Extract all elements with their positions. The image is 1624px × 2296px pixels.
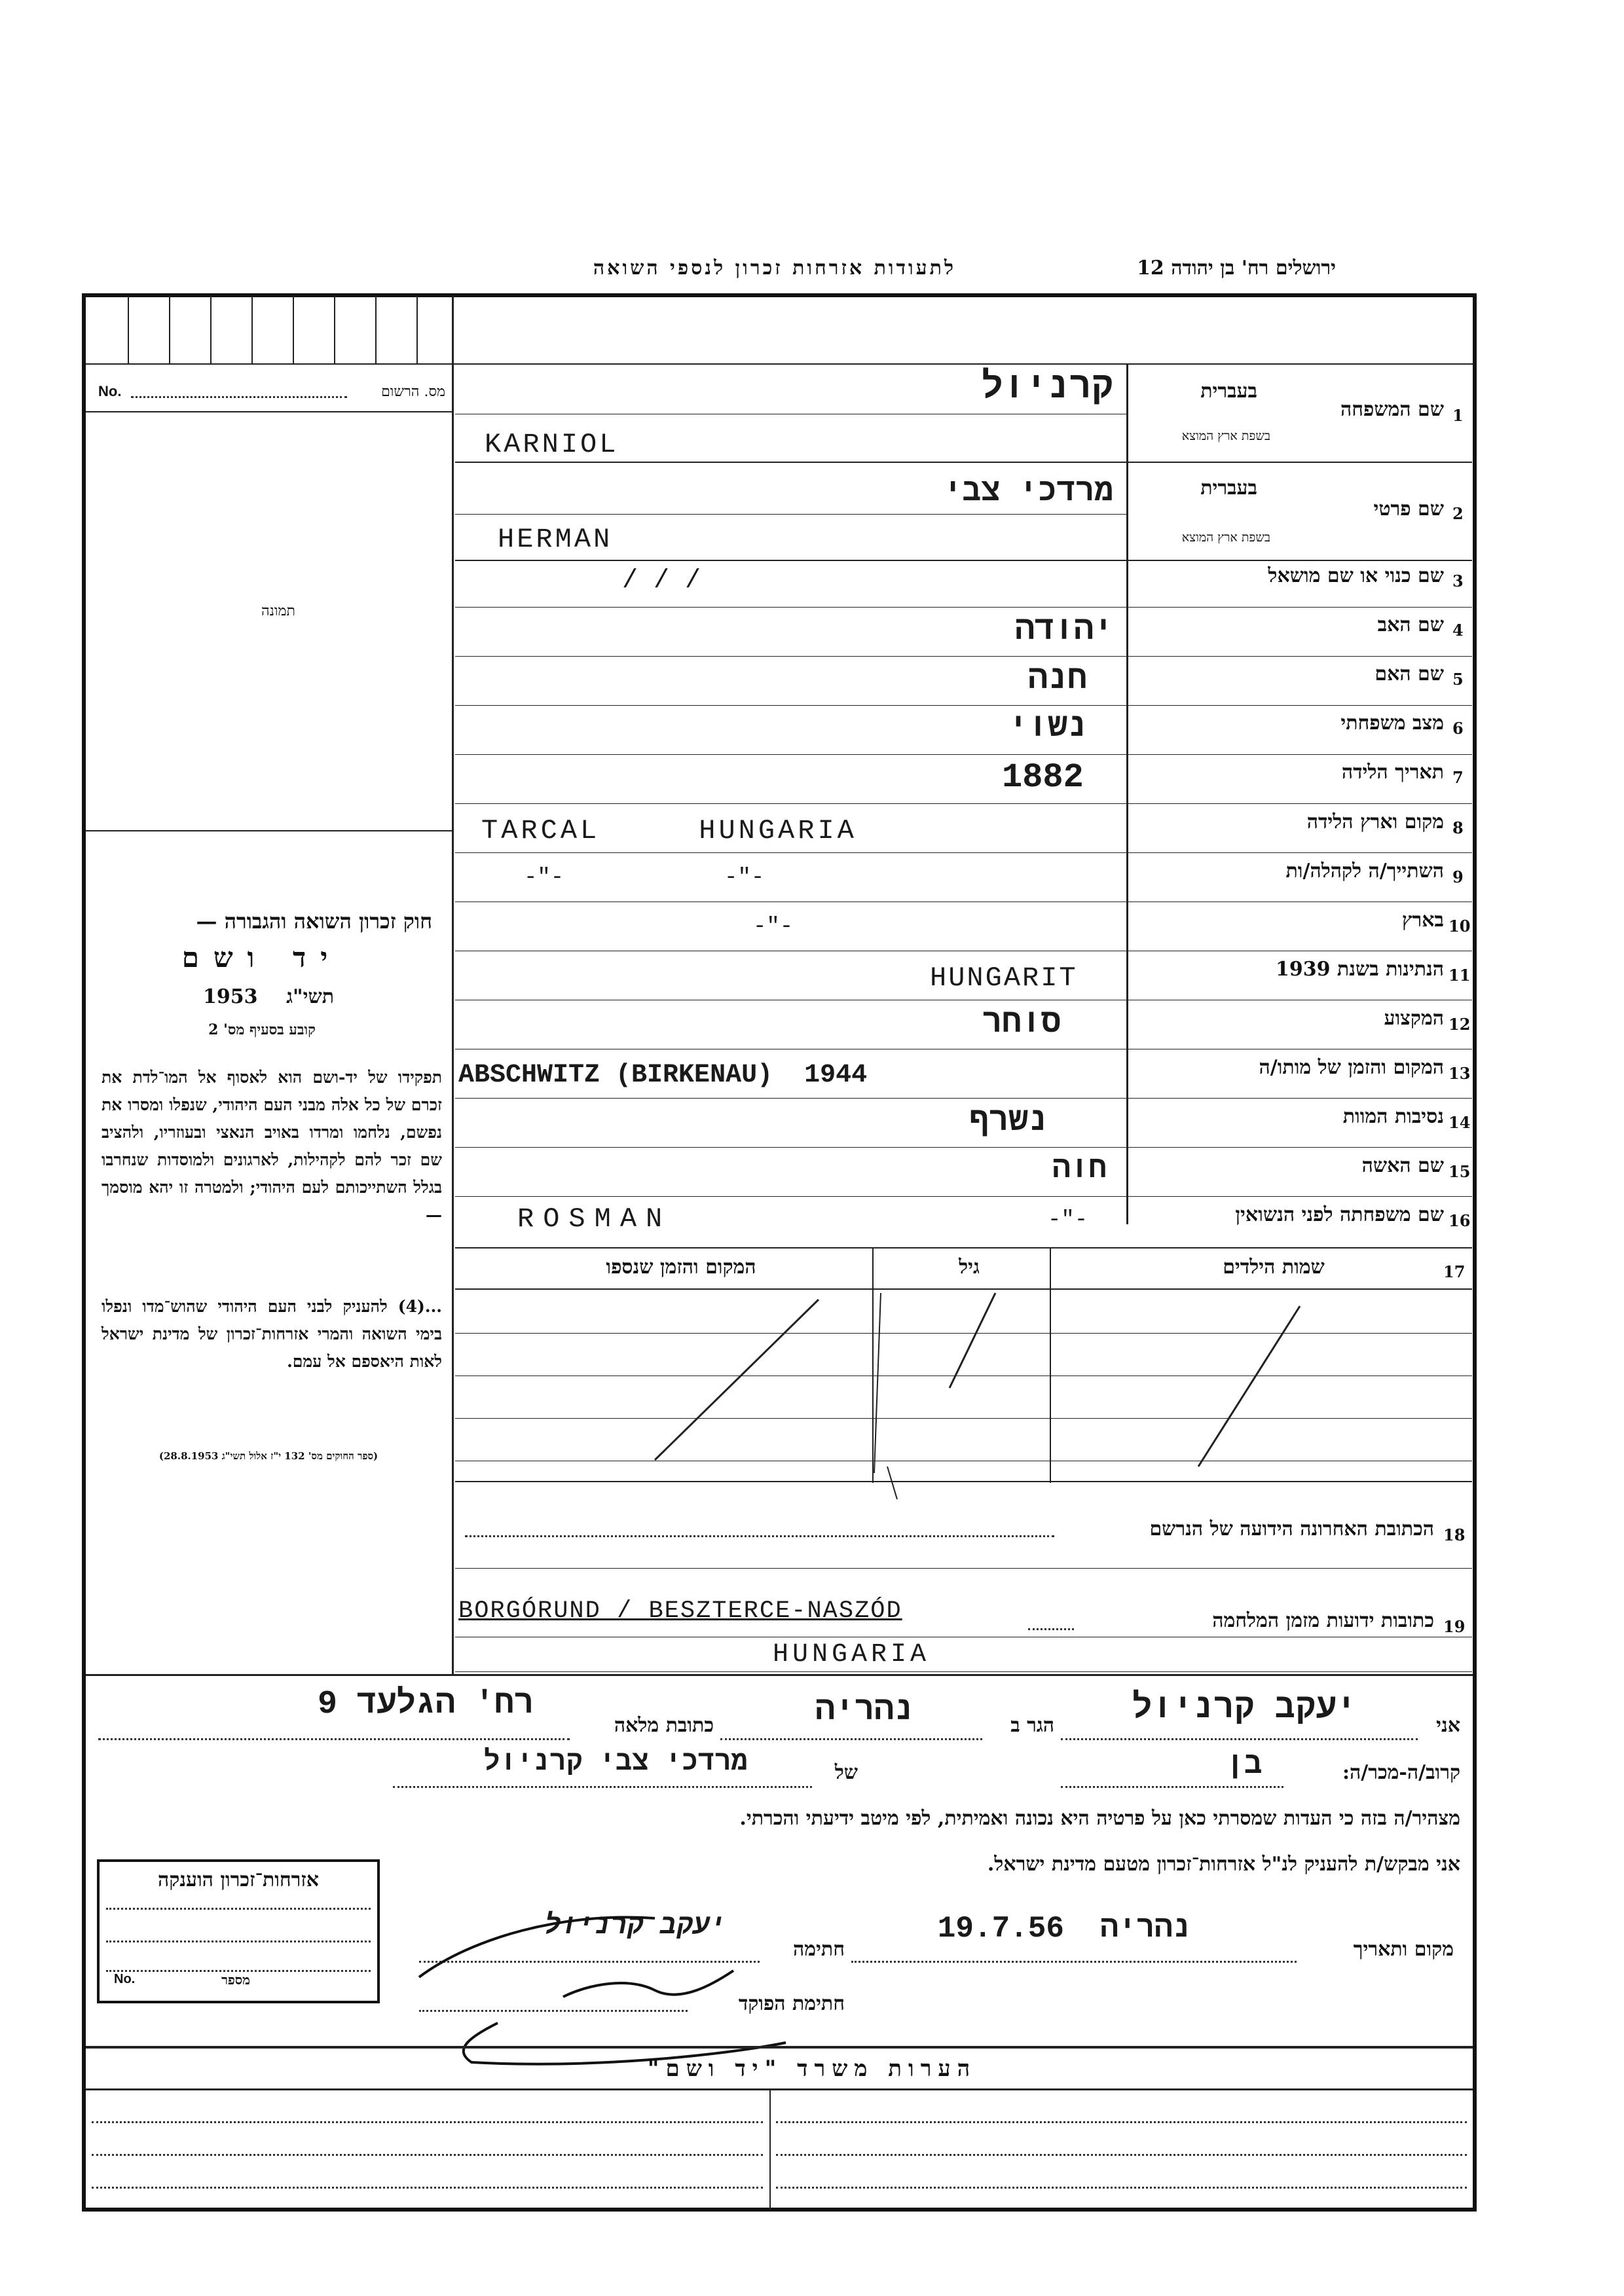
field-3-value[interactable]: / / /	[622, 566, 701, 596]
decl-declarant-name[interactable]: יעקב קרניול	[1132, 1689, 1357, 1728]
header-address: ירושלים רח' בן יהודה 12	[1137, 257, 1336, 280]
field-3-number: 3	[1452, 572, 1464, 591]
field-10-number: 10	[1449, 917, 1471, 936]
field-6-value[interactable]: נשוי	[1008, 709, 1087, 746]
law-year-hebrew: תשי"ג	[286, 985, 334, 1008]
field-16-number: 16	[1449, 1211, 1471, 1230]
field-1-number: 1	[1452, 406, 1464, 425]
stamp-box-title: אזרחות־זכרון הוענקה	[157, 1868, 320, 1891]
field-12-label: המקצוע	[1384, 1007, 1444, 1030]
field-2-number: 2	[1452, 504, 1464, 523]
field-15-value[interactable]: חוה	[1052, 1152, 1107, 1186]
field-4-label: שם האב	[1377, 613, 1444, 636]
field-8-value[interactable]: TARCAL HUNGARIA	[481, 815, 857, 847]
field-1-value-hebrew[interactable]: קרניול	[981, 367, 1113, 409]
registry-label: מס. הרשום	[381, 384, 445, 400]
field-4-number: 4	[1452, 621, 1464, 640]
field-19-value-line1[interactable]: BORGÓRUND / BESZTERCE-NASZÓD	[458, 1597, 902, 1625]
law-section-ref: קובע בסעיף מס' 2	[208, 1021, 316, 1038]
field-9-label: השתייך/ה לקהלה/ות	[1285, 860, 1444, 883]
photo-label: תמונה	[261, 603, 295, 619]
field-16-label: שם משפחתה לפני הנשואין	[1235, 1203, 1444, 1226]
field-1-label: שם המשפחה	[1340, 398, 1444, 421]
field-13-number: 13	[1449, 1064, 1471, 1083]
notes-header-line	[86, 2088, 1473, 2090]
decl-relative-name[interactable]: מרדכי צבי קרניול	[483, 1747, 748, 1778]
field-5-label: שם האם	[1375, 663, 1444, 685]
field-9-value[interactable]: -"- -"-	[524, 866, 765, 890]
registry-no-label: No.	[98, 383, 122, 399]
header-title: לתעודות אזרחות זכרון לנספי השואה	[593, 257, 956, 280]
field-6-number: 6	[1452, 719, 1464, 738]
field-6-label: מצב משפחתי	[1340, 712, 1444, 735]
decl-signature[interactable]: יעקב קרניול	[544, 1910, 726, 1942]
field-11-label: הנתינות בשנת 1939	[1275, 958, 1444, 981]
field-19-value-line2[interactable]: HUNGARIA	[773, 1640, 931, 1669]
field-13-label: המקום והזמן של מותו/ה	[1259, 1056, 1444, 1079]
field-8-number: 8	[1452, 818, 1464, 837]
field-19-label: כתובות ידועות מזמן המלחמה	[1212, 1609, 1434, 1632]
field-16-value-hebrew[interactable]: -"-	[1048, 1208, 1088, 1233]
decl-of-label: של	[834, 1761, 858, 1784]
decl-address[interactable]: רח' הגלעד 9	[317, 1686, 534, 1723]
law-year: 1953	[203, 985, 258, 1008]
field-16-value-origin[interactable]: ROSMAN	[517, 1203, 672, 1235]
field-2-label: שם פרטי	[1373, 498, 1444, 520]
field-11-number: 11	[1449, 966, 1471, 985]
field-2-value-origin[interactable]: HERMAN	[498, 524, 613, 555]
field-15-number: 15	[1449, 1162, 1471, 1181]
field-4-value[interactable]: יהודה	[1014, 612, 1113, 649]
field-17-number: 17	[1443, 1262, 1466, 1281]
decl-statement-2: אני מבקש/ת להעניק לנ"ל אזרחות־זכרון מטעם מדינת ישראל.	[987, 1853, 1460, 1876]
field-14-value[interactable]: נשרף	[969, 1103, 1048, 1140]
notes-divider	[769, 2088, 771, 2210]
decl-relation-label: קרוב/ה-מכר/ה:	[1342, 1761, 1460, 1784]
stamp-box-number-label: מספר	[221, 1972, 250, 1988]
field-13-value[interactable]: ABSCHWITZ (BIRKENAU) 1944	[458, 1061, 868, 1090]
field-8-label: מקום וארץ הלידה	[1306, 811, 1444, 833]
field-3-label: שם כנוי או שם מושאל	[1268, 564, 1444, 587]
children-col-place: המקום והזמן שנספו	[606, 1256, 756, 1279]
field-7-label: תאריך הלידה	[1341, 761, 1444, 784]
field-19-number: 19	[1443, 1617, 1466, 1636]
decl-officer-label: חתימת הפוקד	[738, 1992, 845, 2015]
field-2-value-hebrew[interactable]: מרדכי צבי	[943, 475, 1113, 510]
field-10-value[interactable]: -"-	[753, 915, 794, 939]
field-1-value-origin[interactable]: KARNIOL	[485, 429, 619, 460]
field-10-label: בארץ	[1401, 909, 1444, 932]
field-18-label: הכתובת האחרונה הידועה של הנרשם	[1149, 1518, 1434, 1540]
field-5-number: 5	[1452, 670, 1464, 689]
stamp-box-no: No.	[114, 1972, 136, 1986]
field-2-sub-hebrew: בעברית	[1200, 477, 1257, 500]
field-1-sub-origin: בשפת ארץ המוצא	[1181, 429, 1270, 443]
law-paragraph-1: תפקידו של יד-ושם הוא לאסוף אל המו־לדת את זכרם של כל אלה מבני העם היהודי, שנפלו ומסרו את נפשם, נלחמו ומרדו באויב הנאצי ובעוזריו, ולהציב שם זכר להם לקהילות, לארגונים ולמוסדות שנחרבו בגלל השתייכותם לעם היהודי; ולמטרה זו יהא מוסמך —	[101, 1068, 442, 1224]
notes-top-line	[86, 2046, 1473, 2049]
decl-city[interactable]: נהריה	[815, 1692, 914, 1730]
field-2-sub-origin: בשפת ארץ המוצא	[1181, 530, 1270, 545]
decl-address-label: כתובת מלאה	[614, 1714, 714, 1737]
field-7-value[interactable]: 1882	[1002, 758, 1084, 797]
field-18-number: 18	[1443, 1525, 1466, 1544]
field-11-value[interactable]: HUNGARIT	[930, 962, 1078, 994]
field-7-number: 7	[1452, 768, 1464, 787]
children-col-age: גיל	[959, 1256, 980, 1279]
field-12-number: 12	[1449, 1015, 1471, 1034]
field-1-sub-hebrew: בעברית	[1200, 380, 1257, 403]
field-14-label: נסיבות המוות	[1342, 1105, 1444, 1128]
field-15-label: שם האשה	[1361, 1154, 1444, 1177]
decl-statement-1: מצהיר/ה בזה כי העדות שמסרתי כאן על פרטיה היא נכונה ואמיתית, לפי מיטב ידיעתי והכרתי.	[739, 1807, 1460, 1830]
field-5-value[interactable]: חנה	[1027, 661, 1087, 699]
field-14-number: 14	[1449, 1113, 1471, 1132]
children-col-names: שמות הילדים	[1223, 1256, 1325, 1279]
law-name: יד ושם	[181, 941, 342, 974]
decl-i-label: אני	[1436, 1714, 1460, 1737]
law-citation: (ספר החוקים מס' 132 י"ז אלול תשי"ג 28.8.1953)	[158, 1450, 378, 1462]
field-12-value[interactable]: סוחר	[982, 1005, 1061, 1042]
field-9-number: 9	[1452, 867, 1464, 886]
decl-signature-label: חתימה	[793, 1938, 845, 1961]
notes-label: הערות משרד "יד ושם"	[647, 2056, 977, 2082]
law-heading: חוק זכרון השואה והגבורה —	[196, 909, 432, 934]
decl-relation[interactable]: בן	[1226, 1748, 1263, 1782]
law-paragraph-2: ...(4) להעניק לבני העם היהודי שהוש־מדו ונפלו בימי השואה והמרי אזרחות־זכרון של מדינת ישראל לאות היאספם אל עמם.	[101, 1297, 442, 1371]
decl-place-date-label: מקום ותאריך	[1353, 1938, 1454, 1961]
decl-place-date[interactable]: נהריה 19.7.56	[937, 1912, 1191, 1946]
decl-resident-label: הגר ב	[1010, 1714, 1054, 1737]
